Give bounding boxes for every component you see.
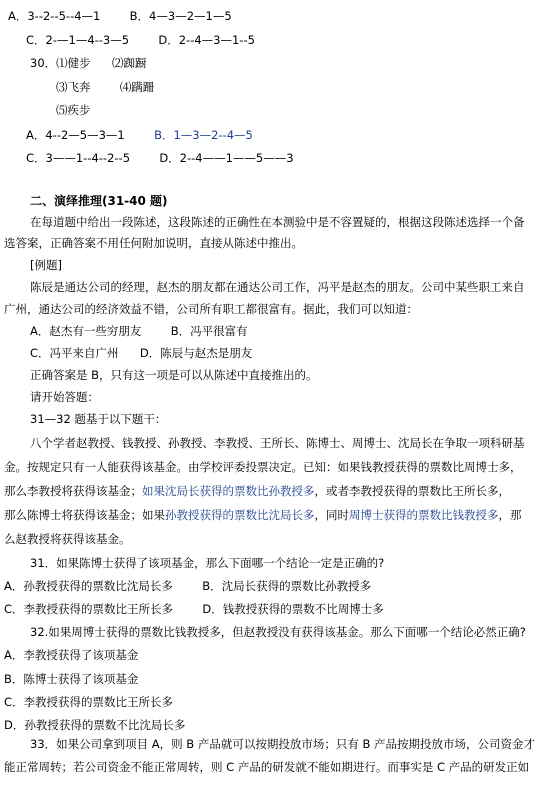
q32-option-b: B．陈博士获得了该项基金 bbox=[4, 672, 139, 686]
stem-line-4-part-3: ，同时 bbox=[314, 508, 349, 522]
example-line-1: 陈辰是通达公司的经理，赵杰的朋友都在通达公司工作，冯平是赵杰的朋友。公司中某些职工来自 bbox=[30, 280, 525, 294]
option-c-text: C．2-—1—4--3—5 bbox=[26, 33, 130, 47]
example-options-ab bbox=[30, 324, 248, 338]
q31-options-cd bbox=[4, 602, 384, 616]
q30-option-a: A．4--2—5—3—1 bbox=[26, 128, 125, 142]
section-heading: 二、演绎推理(31-40 题) bbox=[30, 194, 168, 208]
stem-line-3-part-1: 那么李教授将获得该基金； bbox=[4, 484, 142, 498]
stem-line-4-part-2: 孙教授获得的票数比沈局长多 bbox=[165, 508, 315, 522]
stem-line-2: 金。按规定只有一人能获得该基金。由学校评委投票决定。已知：如果钱教授获得的票数比周博士多， bbox=[4, 460, 522, 474]
option-a bbox=[8, 9, 232, 23]
stem-line-3-part-3: ，或者李教授获得的票数比王所长多， bbox=[314, 484, 510, 498]
q32-question: 32.如果周博士获得的票数比钱教授多，但赵教授没有获得该基金。那么下面哪一个结论必然正确? bbox=[30, 625, 526, 639]
q31-option-b: B．沈局长获得的票数比孙教授多 bbox=[202, 579, 372, 593]
q30-option-b: B．1—3—2--4—5 bbox=[154, 128, 253, 142]
option-c bbox=[26, 33, 255, 47]
q30-options-cd bbox=[26, 151, 294, 165]
stem-line-1: 八个学者赵教授、钱教授、孙教授、李教授、王所长、陈博士、周博士、沈局长在争取一项科研基 bbox=[30, 436, 525, 450]
intro-line-2: 选答案，正确答案不用任何附加说明，直接从陈述中推出。 bbox=[4, 236, 303, 250]
stem-line-4 bbox=[4, 508, 522, 522]
q30-items-row-3 bbox=[56, 103, 91, 117]
q30-item-4: ⑷蹒跚 bbox=[119, 80, 155, 94]
q31-question: 31．如果陈博士获得了该项基金，那么下面哪一个结论一定是正确的? bbox=[30, 556, 385, 570]
example-option-b: B．冯平很富有 bbox=[170, 324, 248, 338]
q30-option-d: D．2--4——1——5——3 bbox=[159, 151, 294, 165]
stem-line-4-part-4: 周博士获得的票数比钱教授多 bbox=[349, 508, 499, 522]
q32-option-d: D．孙教授获得的票数不比沈局长多 bbox=[4, 718, 186, 732]
option-d-text: D．2--4—3—1--5 bbox=[158, 33, 255, 47]
intro-line-1: 在每道题中给出一段陈述，这段陈述的正确性在本测验中是不容置疑的，根据这段陈述选择一个备 bbox=[30, 215, 525, 229]
q31-option-a: A．孙教授获得的票数比沈局长多 bbox=[4, 579, 173, 593]
q30-option-c: C．3——1--4--2--5 bbox=[26, 151, 131, 165]
stem-line-4-part-1: 那么陈博士将获得该基金；如果 bbox=[4, 508, 165, 522]
answer-note: 正确答案是 B，只有这一项是可以从陈述中直接推出的。 bbox=[30, 368, 318, 382]
q30-item-2: ⑵踟蹰 bbox=[111, 56, 147, 70]
stem-line-5: 么赵教授将获得该基金。 bbox=[4, 532, 131, 546]
q33-line-1: 33．如果公司拿到项目 A，则 B 产品就可以按期投放市场；只有 B 产品按期投放市场，公司资金才 bbox=[30, 737, 536, 751]
example-line-2: 广州，通达公司的经济效益不错，公司所有职工都很富有。据此，我们可以知道： bbox=[4, 302, 418, 316]
q33-line-2: 能正常周转；若公司资金不能正常周转，则 C 产品的研发就不能如期进行。而事实是 C 产品的研发正如 bbox=[4, 760, 530, 774]
q30-item-5: ⑸疾步 bbox=[56, 103, 91, 117]
start-prompt: 请开始答题： bbox=[30, 390, 99, 404]
example-option-a: A．赵杰有一些穷朋友 bbox=[30, 324, 142, 338]
q32-option-c: C．李教授获得的票数比王所长多 bbox=[4, 695, 174, 709]
option-b-text: B．4—3—2—1—5 bbox=[129, 9, 232, 23]
example-option-c: C．冯平来自广州 bbox=[30, 346, 119, 360]
option-a-text: A．3--2--5--4—1 bbox=[8, 9, 101, 23]
stem-line-3 bbox=[4, 484, 510, 498]
q30-options-ab bbox=[26, 128, 253, 142]
q30-items-row-2 bbox=[56, 80, 154, 94]
q31-options-ab bbox=[4, 579, 371, 593]
q31-option-c: C．李教授获得的票数比王所长多 bbox=[4, 602, 174, 616]
q32-option-a: A．李教授获得了该项基金 bbox=[4, 648, 139, 662]
q30-item-3: ⑶飞奔 bbox=[56, 80, 91, 94]
q31-option-d: D．钱教授获得的票数不比周博士多 bbox=[202, 602, 384, 616]
stem-line-3-part-2: 如果沈局长获得的票数比孙教授多 bbox=[142, 484, 315, 498]
stem-line-4-part-5: ，那 bbox=[498, 508, 522, 522]
example-label: [例题] bbox=[30, 258, 62, 272]
example-option-d: D．陈辰与赵杰是朋友 bbox=[139, 346, 253, 360]
q30-item-1: 30．⑴健步 bbox=[30, 56, 91, 70]
stem-intro: 31—32 题基于以下题干： bbox=[30, 412, 167, 426]
q30-items-row-1 bbox=[30, 56, 146, 70]
example-options-cd bbox=[30, 346, 252, 360]
